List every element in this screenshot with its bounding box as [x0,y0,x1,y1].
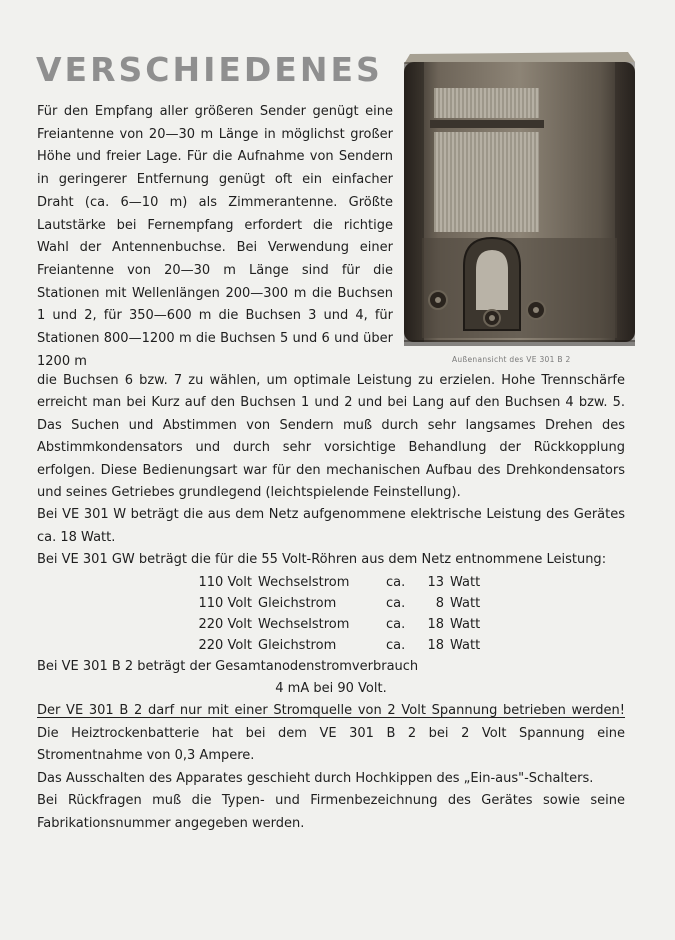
current-kind-cell: Wechselstrom [258,574,350,590]
watt-unit-cell: Watt [450,595,481,611]
radio-photo [402,48,639,350]
ca-cell: ca. [386,574,406,590]
radio-illustration [402,48,639,350]
watt-unit-cell: Watt [450,574,481,590]
intro-paragraph: Für den Empfang aller größeren Sender genügt eine Freiantenne von 20—30 m Länge in möglichst großer Höhe und freier Lage. Für die Aufnahme von Sendern in geringerer Entfernung genügt oft ein einfacher Draht (ca. 6—10 m) als Zimmerantenne. Größte Lautstärke bei Fernempfang erfordert die richtige Wahl der Antennenbuchse. Bei Verwendung einer Freiantenne von 20—30 m Länge sind für die Stationen mit Wellenlängen 200—300 m die Buchsen 1 und 2, für 350—600 m die Buchsen 3 und 4, für Stationen 800—1200 m die Buchsen 5 und 6 und über 1200 m [37,104,393,369]
paragraph-ve301w: Bei VE 301 W beträgt die aus dem Netz aufgenommene elektrische Leistung des Gerätes ca. 18 Watt. [37,507,625,545]
paragraph-battery [37,700,625,767]
table-row [187,614,480,635]
watts-cell: 18 [427,616,444,632]
voltage-cell: 220 Volt [198,637,252,653]
watts-cell: 13 [427,574,444,590]
current-kind-cell: Gleichstrom [258,595,337,611]
ca-cell: ca. [386,616,406,632]
ca-cell: ca. [386,595,406,611]
anode-current-line: 4 mA bei 90 Volt. [275,681,387,697]
watts-cell: 18 [427,637,444,653]
paragraph-inquiries: Bei Rückfragen muß die Typen- und Firmenbezeichnung des Gerätes sowie seine Fabrikationsnummer angegeben werden. [37,793,625,831]
paragraph-ve301b2: Bei VE 301 B 2 beträgt der Gesamtanodenstromverbrauch [37,658,419,674]
voltage-cell: 220 Volt [198,616,252,632]
battery-text: Die Heiztrockenbatterie hat bei dem VE 301 B 2 bei 2 Volt Spannung eine Stromentnahme von 0,3 Ampere. [37,725,625,764]
voltage-cell: 110 Volt [198,595,252,611]
current-kind-cell: Gleichstrom [258,637,337,653]
voltage-cell: 110 Volt [198,574,252,590]
table-row [187,635,480,656]
watts-cell: 8 [435,595,444,611]
watt-unit-cell: Watt [450,637,481,653]
ca-cell: ca. [386,637,406,653]
warning-text: Der VE 301 B 2 darf nur mit einer Stromquelle von 2 Volt Spannung betrieben werden! [37,703,625,719]
main-body [37,370,625,835]
current-kind-cell: Wechselstrom [258,616,350,632]
photo-caption: Außenansicht des VE 301 B 2 [452,355,571,364]
table-row [187,593,480,614]
paragraph-antenna-continued: die Buchsen 6 bzw. 7 zu wählen, um optimale Leistung zu erzielen. Hohe Trennschärfe erreicht man bei Kurz auf den Buchsen 1 und 2 und bei Lang auf den Buchsen 4 bzw. 5. Das Suchen und Abstimmen von Sendern muß durch sehr langsames Drehen des Abstimmkondensators und durch sehr vorsichtige Behandlung der Rückkopplung erfolgen. Diese Bedienungsart war für den mechanischen Aufbau des Drehkondensators und seines Getriebes grundlegend (leichtspielende Feinstellung). [37,373,625,501]
watt-unit-cell: Watt [450,616,481,632]
table-row [187,572,480,593]
power-table [187,572,480,656]
page-title: VERSCHIEDENES [36,50,383,89]
paragraph-switch: Das Ausschalten des Apparates geschieht durch Hochkippen des „Ein-aus"-Schalters. [37,770,594,786]
paragraph-ve301gw: Bei VE 301 GW beträgt die für die 55 Volt-Röhren aus dem Netz entnommene Leistung: [37,552,607,568]
